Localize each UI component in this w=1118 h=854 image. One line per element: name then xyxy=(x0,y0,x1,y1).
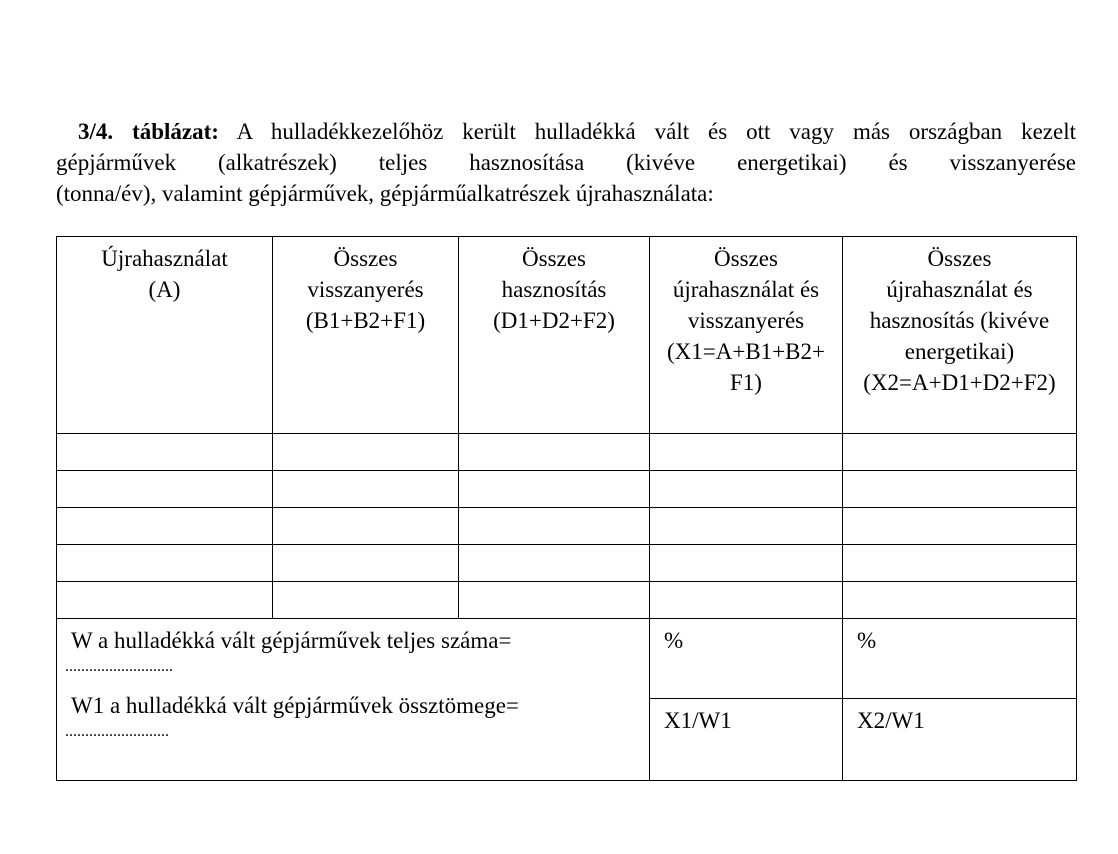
header-reuse-utilization xyxy=(843,237,1077,434)
table-caption xyxy=(56,116,1076,209)
header-text: visszanyerés xyxy=(687,308,805,333)
table-cell[interactable] xyxy=(843,471,1077,508)
header-row xyxy=(57,237,1077,434)
table-cell[interactable] xyxy=(273,434,459,471)
caption-label: 3/4. táblázat: xyxy=(78,119,219,144)
header-text: Összes xyxy=(714,246,778,271)
table-cell[interactable] xyxy=(843,582,1077,619)
table-row xyxy=(57,545,1077,582)
header-text: Összes xyxy=(522,246,586,271)
table-cell[interactable] xyxy=(57,471,273,508)
header-text: energetikai) xyxy=(904,339,1015,364)
table-cell[interactable] xyxy=(843,434,1077,471)
caption-line-1-text: A hulladékkezelőhöz került hulladékká vált és ott vagy más országban kezelt xyxy=(236,119,1076,144)
table-cell[interactable] xyxy=(459,545,650,582)
table-cell[interactable] xyxy=(273,471,459,508)
percent-cell-1: % xyxy=(650,619,843,699)
header-recovery xyxy=(273,237,459,434)
w-label: W a hulladékká vált gépjárművek teljes száma= xyxy=(71,628,512,653)
header-utilization xyxy=(459,237,650,434)
header-text: (X1=A+B1+B2+ xyxy=(667,339,825,364)
totals-cell xyxy=(57,619,650,781)
table-cell[interactable] xyxy=(650,471,843,508)
table-cell[interactable] xyxy=(273,508,459,545)
header-text: F1) xyxy=(730,370,762,395)
header-text: Újrahasználat xyxy=(101,246,228,271)
table-row xyxy=(57,582,1077,619)
table-row xyxy=(57,508,1077,545)
caption-line-2: gépjárművek (alkatrészek) teljes hasznosítása (kivéve energetikai) és visszanyerése xyxy=(56,150,1076,175)
header-text: Összes xyxy=(927,246,992,271)
table-cell[interactable] xyxy=(843,545,1077,582)
table-cell[interactable] xyxy=(650,582,843,619)
header-text: hasznosítás (kivéve xyxy=(869,308,1050,333)
w1-dots: .......................... xyxy=(65,723,169,740)
header-text: (D1+D2+F2) xyxy=(493,308,615,333)
table-row xyxy=(57,471,1077,508)
w1-label: W1 a hulladékká vált gépjárművek össztömege= xyxy=(71,693,519,718)
table-cell[interactable] xyxy=(650,434,843,471)
table-cell[interactable] xyxy=(459,508,650,545)
header-reuse-recovery xyxy=(650,237,843,434)
header-text: hasznosítás xyxy=(501,277,607,302)
table-cell[interactable] xyxy=(57,434,273,471)
table-cell[interactable] xyxy=(459,434,650,471)
caption-line-1 xyxy=(56,116,1076,147)
table-cell[interactable] xyxy=(459,471,650,508)
ratio-cell-1: X1/W1 xyxy=(650,699,843,781)
table-cell[interactable] xyxy=(843,508,1077,545)
header-text: visszanyerés xyxy=(307,277,424,302)
header-reuse xyxy=(57,237,273,434)
table-cell[interactable] xyxy=(57,508,273,545)
table-cell[interactable] xyxy=(459,582,650,619)
header-text: Összes xyxy=(333,246,398,271)
percent-cell-2: % xyxy=(843,619,1077,699)
table-cell[interactable] xyxy=(650,545,843,582)
header-text: (X2=A+D1+D2+F2) xyxy=(863,370,1056,395)
header-text: (B1+B2+F1) xyxy=(305,308,426,333)
data-table xyxy=(56,236,1077,781)
header-text: újrahasználat és xyxy=(672,277,820,302)
table-cell[interactable] xyxy=(57,545,273,582)
table-cell[interactable] xyxy=(273,545,459,582)
caption-line-3: (tonna/év), valamint gépjárművek, gépjárműalkatrészek újrahasználata: xyxy=(56,181,714,206)
ratio-cell-2: X2/W1 xyxy=(843,699,1077,781)
table-cell[interactable] xyxy=(273,582,459,619)
header-text: (A) xyxy=(148,277,181,302)
header-text: újrahasználat és xyxy=(886,277,1033,302)
table-row-w xyxy=(57,619,1077,699)
table-cell[interactable] xyxy=(57,582,273,619)
w-dots: ........................... xyxy=(65,658,173,675)
table-cell[interactable] xyxy=(650,508,843,545)
table-row xyxy=(57,434,1077,471)
